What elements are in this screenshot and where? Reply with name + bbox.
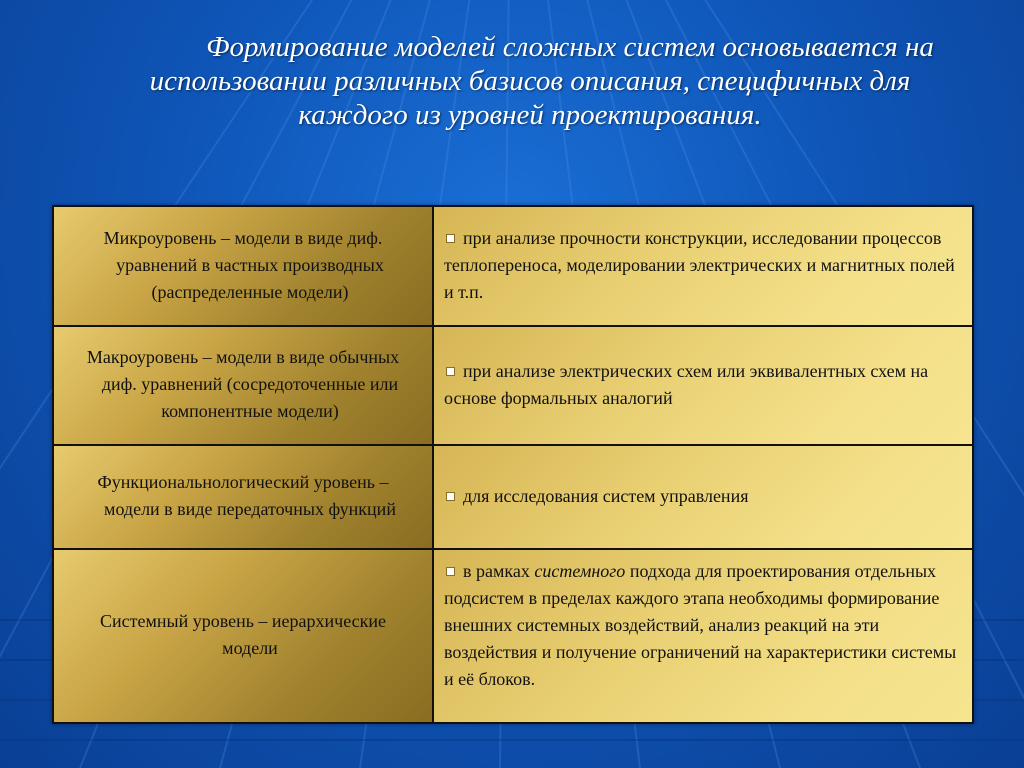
table-row [53,549,973,723]
table-row [53,445,973,549]
application-cell [433,445,973,549]
level-text: Функциональнологический уровень – модели в виде передаточных функций [97,472,396,519]
table-row [53,206,973,326]
application-text: при анализе электрических схем или эквивалентных схем на основе формальных аналогий [444,360,929,408]
application-cell [433,326,973,445]
level-cell [53,206,433,326]
application-cell [433,206,973,326]
bullet-square-icon [446,367,455,376]
level-text: Системный уровень – иерархические модели [99,611,387,658]
level-cell [53,445,433,549]
level-text: Макроуровень – модели в виде обычных диф. уравнений (сосредоточенные или компонентные модели) [86,347,400,421]
application-text: при анализе прочности конструкции, исследовании процессов теплопереноса, моделировании электрических и магнитных полей и т.п. [444,227,955,302]
level-cell [53,549,433,723]
level-cell [53,326,433,445]
bullet-square-icon [446,567,455,576]
level-text: Микроуровень – модели в виде диф. уравнений в частных производных (распределенные модели) [103,227,384,302]
application-text: для исследования систем управления [463,485,749,506]
table-row [53,326,973,445]
bullet-square-icon [446,492,455,501]
levels-table [52,205,974,724]
slide-title: Формирование моделей сложных систем основывается на использовании различных базисов описания, специфичных для каждого из уровней проектирования. [149,31,934,131]
application-emphasis: системного [534,561,626,581]
application-cell [433,549,973,723]
application-text-end: подхода для проектирования отдельных подсистем в пределах каждого этапа необходимы формирование внешних системных воздействий, анализ реакций на эти воздействия и получение ограничений на характеристики системы и её блоков. [444,561,957,689]
bullet-square-icon [446,234,455,243]
application-text-start: в рамках [463,561,535,581]
